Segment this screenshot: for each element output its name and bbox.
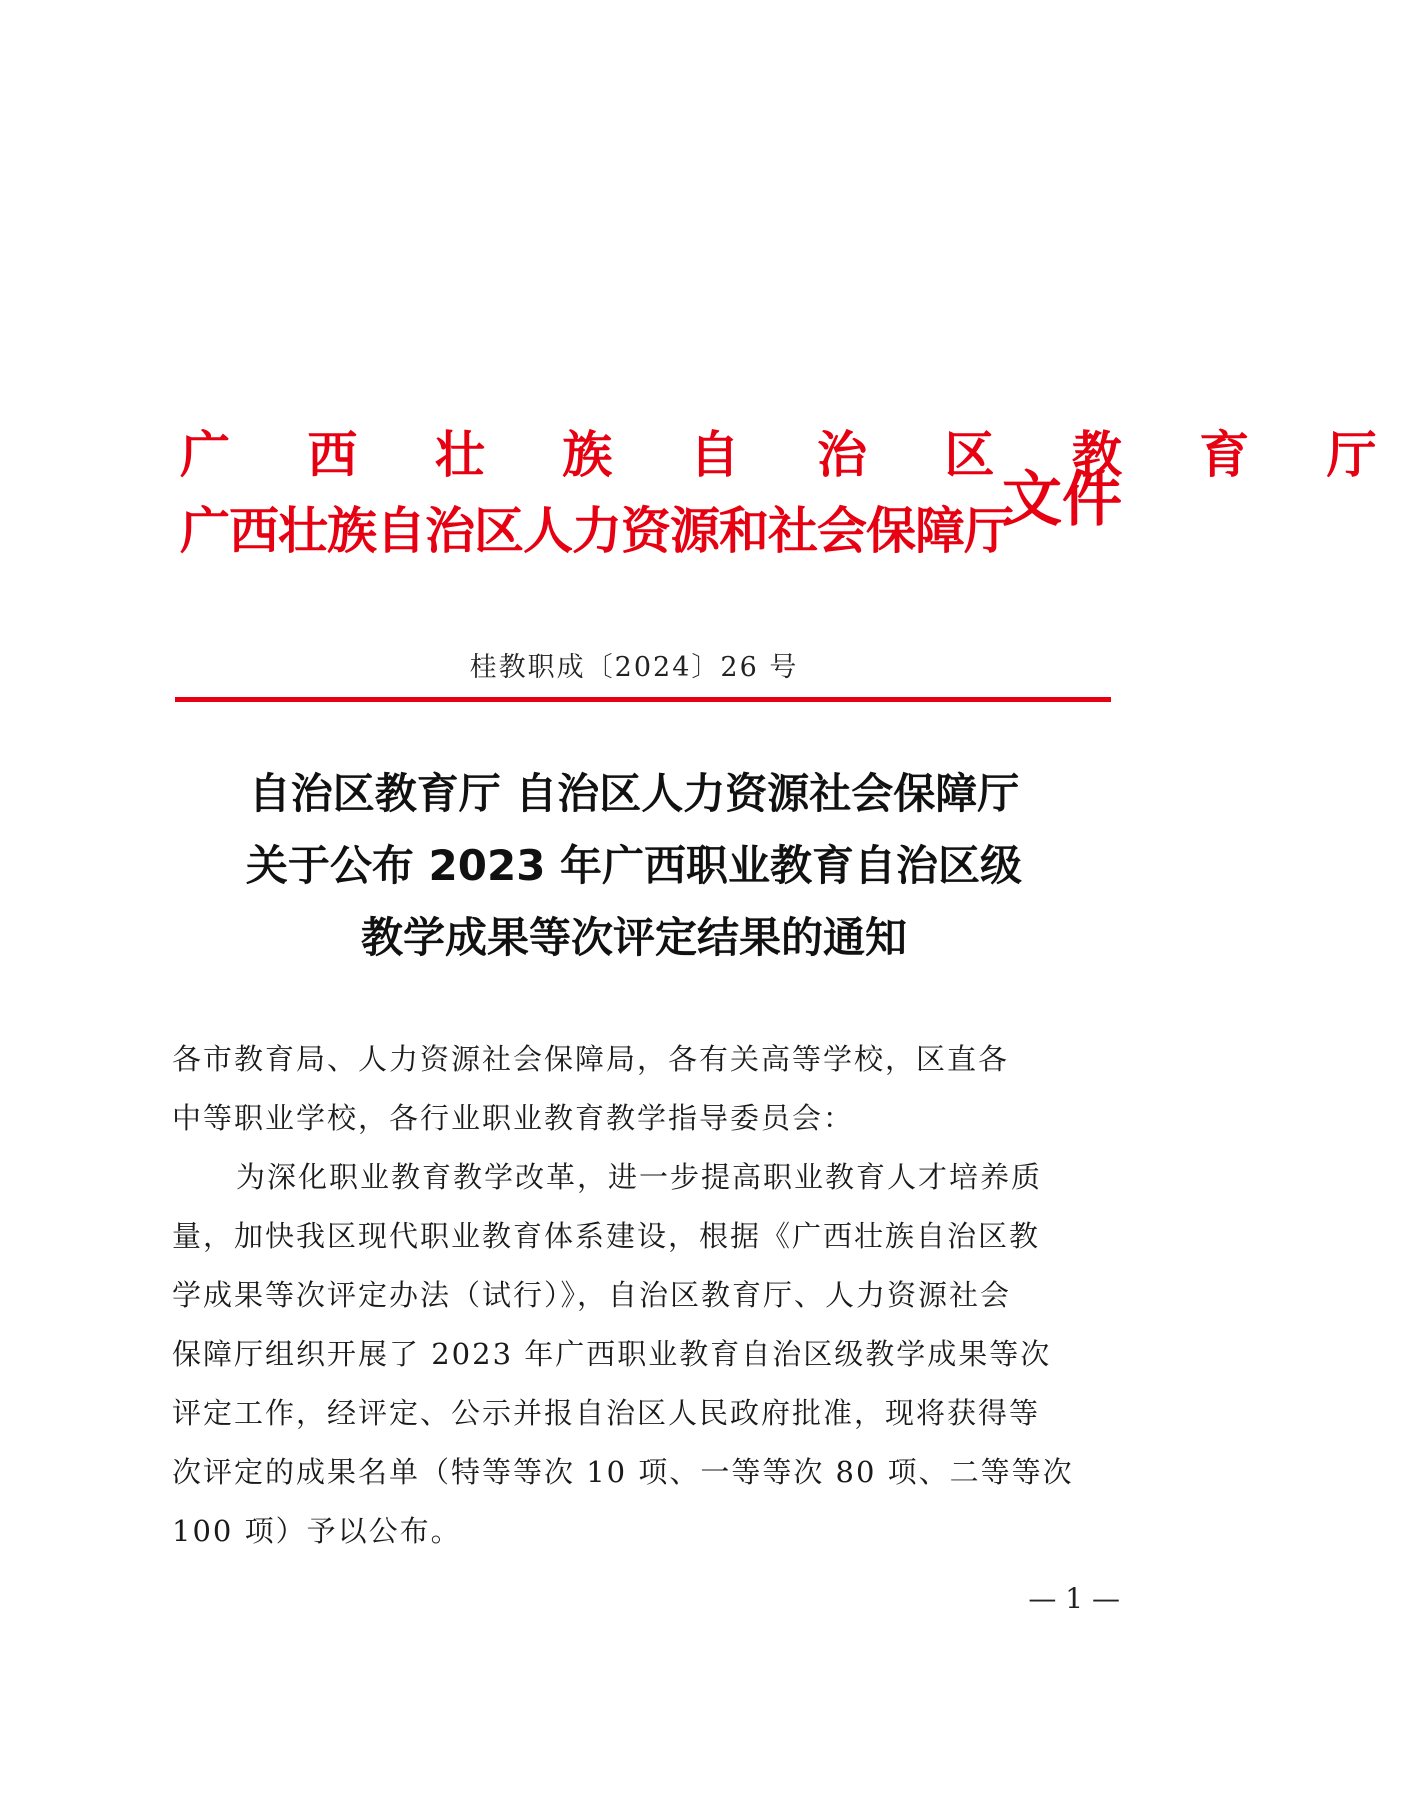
issuer-human-resources-department: 广西壮族自治区人力资源和社会保障厅 <box>180 502 1013 560</box>
addressee-line-1: 各市教育局、人力资源社会保障局，各有关高等学校，区直各 <box>172 1042 1010 1076</box>
paragraph-line-7: 100 项）予以公布。 <box>172 1514 462 1548</box>
title-line-2: 关于公布 2023 年广西职业教育自治区级 <box>245 841 1023 890</box>
page-number: — 1 — <box>1028 1582 1120 1615</box>
title-line-3: 教学成果等次评定结果的通知 <box>360 913 907 962</box>
title-line-1: 自治区教育厅 自治区人力资源社会保障厅 <box>248 769 1020 818</box>
paragraph-line-3: 学成果等次评定办法（试行）》，自治区教育厅、人力资源社会 <box>172 1278 1012 1312</box>
paragraph-line-6: 次评定的成果名单（特等等次 10 项、一等等次 80 项、二等等次 <box>172 1455 1074 1489</box>
addressee-line-2: 中等职业学校，各行业职业教育教学指导委员会： <box>172 1101 855 1135</box>
document-number: 桂教职成〔2024〕26 号 <box>469 652 799 683</box>
paragraph-line-2: 量，加快我区现代职业教育体系建设，根据《广西壮族自治区教 <box>172 1219 1041 1253</box>
paragraph-line-1: 为深化职业教育教学改革，进一步提高职业教育人才培养质 <box>236 1160 1043 1194</box>
red-header <box>180 426 1407 580</box>
document-body <box>172 1030 1112 1561</box>
issuer-education-department: 广 西 壮 族 自 治 区 教 育 厅 <box>180 426 1407 484</box>
document-suffix: 文件 <box>1002 465 1122 535</box>
document-title <box>0 758 1268 974</box>
red-divider-line <box>175 697 1111 702</box>
paragraph-line-4: 保障厅组织开展了 2023 年广西职业教育自治区级教学成果等次 <box>172 1337 1052 1371</box>
paragraph-line-5: 评定工作，经评定、公示并报自治区人民政府批准，现将获得等 <box>172 1396 1041 1430</box>
